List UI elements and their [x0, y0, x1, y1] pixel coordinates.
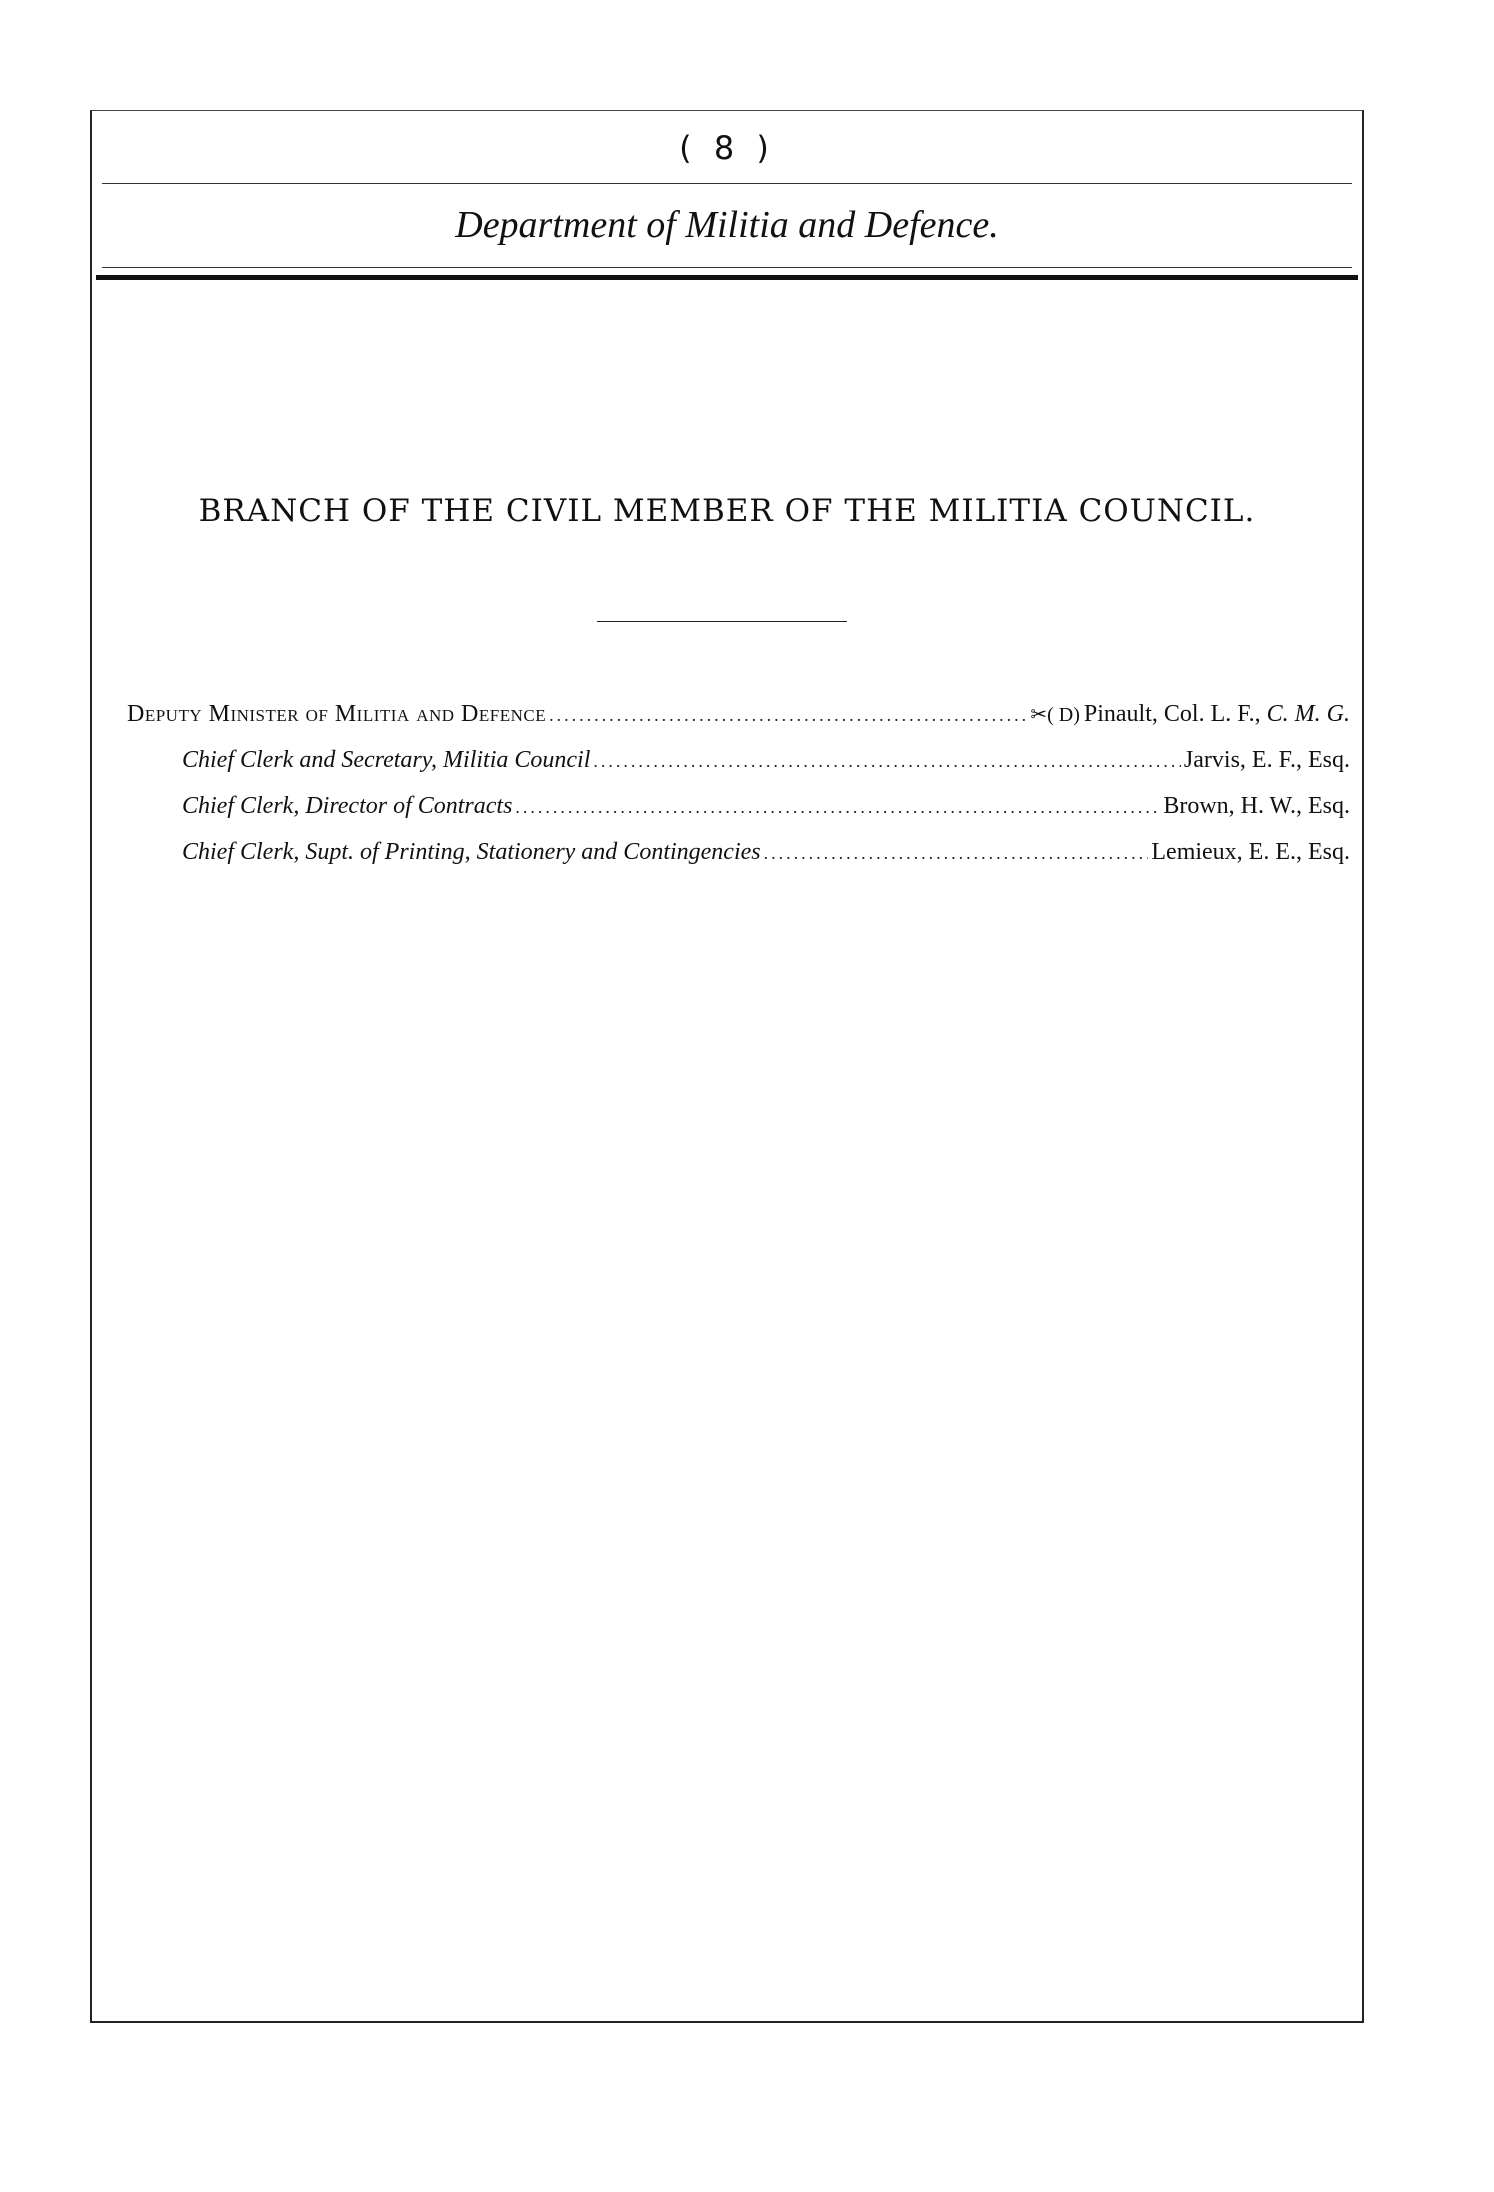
dot-leader: [764, 843, 1149, 864]
header-thick-rule: [96, 275, 1358, 280]
page-frame: [90, 110, 1364, 2023]
staff-name: Brown, H. W., Esq.: [1163, 793, 1350, 819]
staff-marker: ✂( D): [1030, 704, 1080, 726]
staff-title: Chief Clerk and Secretary, Militia Council: [182, 747, 591, 773]
staff-title: Deputy Minister of Militia and Defence: [127, 701, 547, 727]
header-rule-bottom: [102, 267, 1352, 268]
staff-name: Jarvis, E. F., Esq.: [1183, 747, 1350, 773]
branch-heading: BRANCH OF THE CIVIL MEMBER OF THE MILITIA COUNCIL.: [198, 493, 1256, 529]
staff-row-chief-clerk-secretary: [127, 747, 1350, 793]
staff-list: [127, 701, 1350, 885]
dot-leader: [515, 797, 1160, 818]
staff-title: Chief Clerk, Director of Contracts: [182, 793, 513, 819]
staff-name: [1084, 701, 1350, 728]
header-rule-top: [102, 183, 1352, 184]
dot-leader: [549, 705, 1027, 726]
staff-row-deputy-minister: [127, 701, 1350, 747]
dot-leader: [593, 751, 1181, 772]
page-number: ( 8 ): [679, 129, 775, 167]
department-title: Department of Militia and Defence.: [455, 204, 999, 246]
section-divider: [597, 621, 847, 622]
staff-row-chief-clerk-printing: [127, 839, 1350, 885]
staff-honours: C. M. G.: [1266, 701, 1350, 727]
staff-name-text: Pinault, Col. L. F.,: [1083, 701, 1267, 727]
staff-row-chief-clerk-contracts: [127, 793, 1350, 839]
staff-name: Lemieux, E. E., Esq.: [1151, 839, 1350, 865]
staff-title: Chief Clerk, Supt. of Printing, Stationery and Contingencies: [182, 839, 761, 865]
